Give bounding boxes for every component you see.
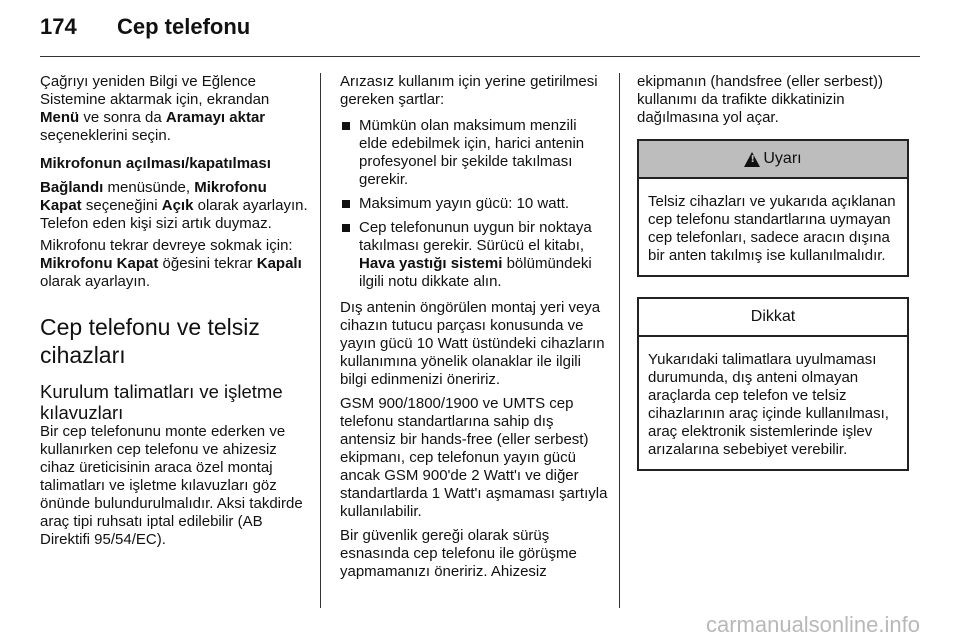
paragraph: Mikrofonu tekrar devreye sokmak için: Mikrofonu Kapat öğesini tekrar Kapalı olarak ayarlayın. [40,237,302,290]
caution-box-header [639,299,907,337]
warning-box [637,139,909,277]
subsection-title: Kurulum talimatları ve işletme kılavuzları [40,381,283,423]
warning-title: Uyarı [763,150,802,167]
paragraph: Bir cep telefonunu monte ederken ve kullanırken cep telefonu ve ahizesiz cihaz üreticisinin araca özel montaj talimatları ve işletme kılavuzları göz önünde bulundurulmalıdır. Aksi takdirde araç tipi ruhsatı iptal edilebilir (AB Direktifi 95/54/EC). [40,423,303,548]
list-item: Maksimum yayın gücü: 10 watt. [340,195,608,213]
bullet-square-icon [342,224,350,232]
paragraph: GSM 900/1800/1900 ve UMTS cep telefonu standartlarına sahip dış antensiz bir hands-free (eller serbest) ekipmanı, cep telefonun yayın gücü ancak GSM 900'de 2 Watt'ı ve diğer standartlarda 1 Watt'ı aşmaması şartıyla kullanılabilir. [340,395,608,520]
caution-title: Dikkat [750,308,796,325]
caution-box [637,297,909,471]
paragraph: Bir güvenlik gereği olarak sürüş esnasında cep telefonu ile görüşme yapmamanızı öneririz. Ahizesiz [340,527,577,580]
list-item: Mümkün olan maksimum menzili elde edebilmek için, harici antenin profesyonel bir şekilde takılması gerekir. [340,117,608,189]
requirements-list [340,117,608,291]
section-title: Cep telefonu ve telsiz cihazları [40,314,260,368]
warning-triangle-icon [744,152,760,167]
column-divider [619,73,620,608]
mute-heading: Mikrofonun açılması/kapatılması [40,155,271,172]
paragraph: ekipmanın (handsfree (eller serbest)) kullanımı da trafikte dikkatinizin dağılmasına yol açar. [637,73,883,126]
paragraph: Dış antenin öngörülen montaj yeri veya cihazın tutucu parçası konusunda ve yayın gücü 10 Watt üstündeki cihazların kullanımına yönelik olanaklar ile ilgili bilgi edinmenizi öneririz. [340,299,605,388]
column-3 [637,73,909,471]
page-number: 174 [40,14,77,39]
header-rule [40,56,920,57]
list-item: Cep telefonunun uygun bir noktaya takılması gerekir. Sürücü el kitabı, Hava yastığı sistemi bölümündeki ilgili notu dikkate alın. [340,219,608,291]
warning-box-header [639,141,907,179]
column-2 [340,73,608,591]
caution-text: Yukarıdaki talimatlara uyulmaması durumunda, dış anteni olmayan araçlarda cep telefon ve telsiz cihazlarının araç içinde kullanılması, araç elektronik sistemlerinde işlev arızalarına sebebiyet verebilir. [648,351,889,458]
warning-text: Telsiz cihazları ve yukarıda açıklanan cep telefonu standartlarına uymayan cep telefonları, sadece aracın dışına bir anten takılmış ise kullanılmalıdır. [648,193,896,264]
bullet-square-icon [342,200,350,208]
column-1 [40,73,308,559]
paragraph: Çağrıyı yeniden Bilgi ve Eğlence Sistemine aktarmak için, ekrandan Menü ve sonra da Aramayı aktar seçeneklerini seçin. [40,73,270,144]
column-divider [320,73,321,608]
paragraph: Arızasız kullanım için yerine getirilmesi gereken şartlar: [340,73,598,108]
paragraph: Bağlandı menüsünde, Mikrofonu Kapat seçeneğini Açık olarak ayarlayın. Telefon eden kişi sizi artık duymaz. [40,179,308,232]
watermark: carmanualsonline.info [705,612,920,637]
running-title: Cep telefonu [117,14,251,39]
bullet-square-icon [342,122,350,130]
